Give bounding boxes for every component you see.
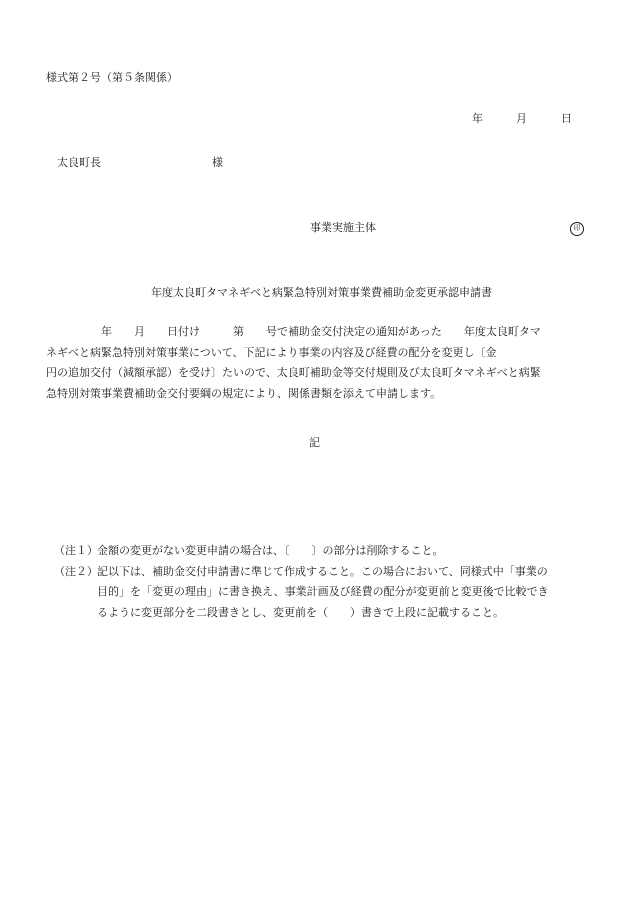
date-month: 月 — [516, 112, 527, 125]
note-item — [54, 541, 594, 562]
seal-icon: 印 — [570, 222, 584, 236]
ki-heading: 記 — [309, 436, 320, 449]
note-line: 目的」を「変更の理由」に書き換え、事業計画及び経費の配分が変更前と変更後で比較でき — [97, 585, 549, 598]
date-day: 日 — [561, 112, 572, 125]
body-line: 円の追加交付（減額承認）を受け〕たいので、太良町補助金等交付規則及び太良町タマネギべと病緊 — [46, 366, 541, 379]
addressee-honorific: 様 — [212, 156, 223, 169]
note-line: るように変更部分を二段書きとし、変更前を（ ）書きで上段に記載すること。 — [97, 605, 504, 619]
document-title: 年度太良町タマネギべと病緊急特別対策事業費補助金変更承認申請書 — [151, 286, 492, 299]
body-line: 急特別対策事業費補助金交付要綱の規定により、関係書類を添えて申請します。 — [46, 386, 442, 400]
body-line: ネギべと病緊急特別対策事業について、下記により事業の内容及び経費の配分を変更し〔金 — [46, 345, 497, 359]
note-line: 記以下は、補助金交付申請書に準じて作成すること。この場合において、同様式中「事業の — [97, 564, 548, 578]
notes — [54, 541, 594, 623]
body-paragraph — [46, 322, 586, 404]
form-label: 様式第２号（第５条関係） — [46, 71, 178, 84]
date-year: 年 — [472, 112, 483, 125]
note-item — [54, 562, 594, 624]
applicant-label: 事業実施主体 — [310, 221, 376, 234]
note-label: （注２） — [54, 564, 98, 578]
note-label: （注１） — [54, 544, 98, 557]
addressee-name: 太良町長 — [57, 156, 101, 169]
note-line: 金額の変更がない変更申請の場合は、〔 〕の部分は削除すること。 — [97, 544, 444, 557]
seal-mark — [570, 221, 584, 236]
body-line: 年 月 日付け 第 号で補助金交付決定の通知があった 年度太良町タマ — [46, 325, 541, 338]
